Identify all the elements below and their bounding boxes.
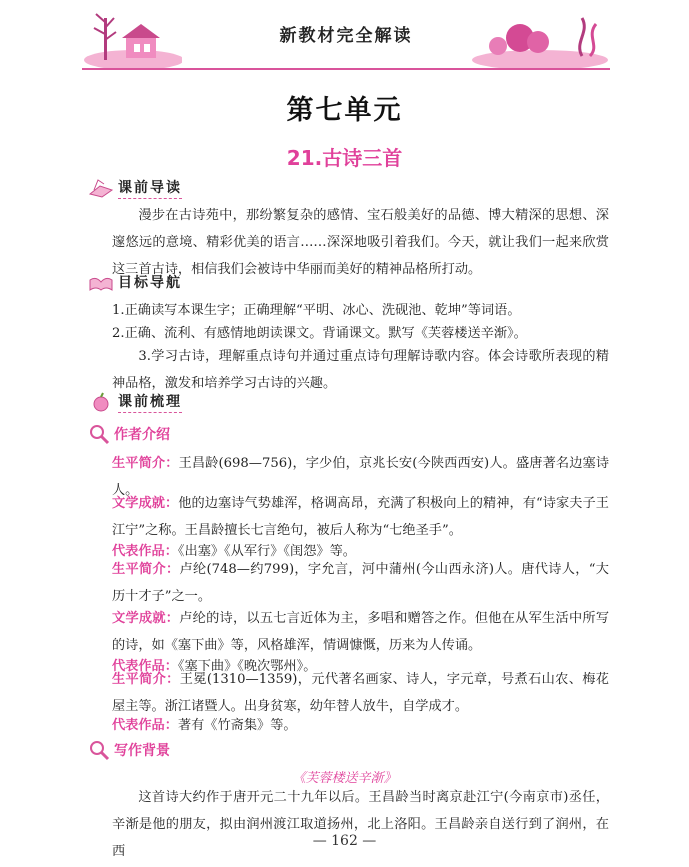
author-entry: 文学成就：他的边塞诗气势雄浑，格调高昂，充满了积极向上的精神，有“诗家夫子王江宁”之称。王昌龄擅长七言绝句，被后人称为“七绝圣手”。 <box>112 496 609 538</box>
subsection-author-intro <box>88 422 170 446</box>
author-entry: 代表作品：《出塞》《从军行》《闺怨》等。 <box>112 544 356 559</box>
subsection-label: 写作背景 <box>114 743 170 759</box>
section-preview-guide <box>88 176 182 200</box>
lesson-title: 21.古诗三首 <box>286 146 403 170</box>
magnifier-icon <box>88 423 110 445</box>
subsection-background <box>88 738 170 762</box>
book-icon <box>88 178 114 198</box>
section-goals <box>88 270 182 294</box>
author-entry: 代表作品：著有《竹斋集》等。 <box>112 718 297 733</box>
section-label: 课前导读 <box>118 177 182 199</box>
apple-icon <box>88 392 114 412</box>
section-label: 课前梳理 <box>118 391 182 413</box>
open-book-icon <box>88 272 114 292</box>
unit-title: 第七单元 <box>286 95 403 126</box>
goal-item: 3.学习古诗，理解重点诗句并通过重点诗句理解诗歌内容。体会诗歌所表现的精神品格，激发和培养学习古诗的兴趣。 <box>112 349 609 391</box>
goal-item: 1.正确读写本课生字；正确理解“平明、冰心、洗砚池、乾坤”等词语。 <box>112 303 521 318</box>
preview-guide-text: 漫步在古诗苑中，那纷繁复杂的感情、宝石般美好的品德、博大精深的思想、深邃悠远的意境、精彩优美的语言……深深地吸引着我们。今天，就让我们一起来欣赏这三首古诗，相信我们会被诗中华丽而美好的精神品格所打动。 <box>112 208 609 277</box>
author-entry: 文学成就：卢纶的诗，以五七言近体为主，多唱和赠答之作。但他在从军生活中所写的诗，如《塞下曲》等，风格雄浑，情调慷慨，历来为人传诵。 <box>112 611 610 653</box>
magnifier-icon <box>88 739 110 761</box>
header-rule <box>82 68 610 70</box>
section-label: 目标导航 <box>118 274 182 291</box>
author-entry: 生平简介：王冕(1310—1359)，元代著名画家、诗人，字元章，号煮石山农、梅花屋主等。浙江诸暨人。出身贫寒，幼年替人放牛，自学成才。 <box>112 672 609 714</box>
author-entry: 生平简介：王昌龄(698—756)，字少伯，京兆长安(今陕西西安)人。盛唐著名边塞诗人。 <box>112 456 610 498</box>
author-entry: 代表作品：《塞下曲》《晚次鄂州》。 <box>112 659 317 674</box>
header-banner <box>82 12 610 70</box>
poem-title: 《芙蓉楼送辛渐》 <box>292 771 397 786</box>
header-title: 新教材完全解读 <box>279 26 413 46</box>
author-entry: 生平简介：卢纶(748—约799)，字允言，河中蒲州(今山西永济)人。唐代诗人，“大历十才子”之一。 <box>112 562 609 604</box>
goal-item: 2.正确、流利、有感情地朗读课文。背诵课文。默写《芙蓉楼送辛渐》。 <box>112 326 527 341</box>
page-number: — 162 — <box>312 833 377 849</box>
right-decoration-icon <box>470 12 610 68</box>
background-text: 这首诗大约作于唐开元二十九年以后。王昌龄当时离京赴江宁(今南京市)丞任，辛渐是他的朋友，拟由润州渡江取道扬州，北上洛阳。王昌龄亲自送行到了润州，在西 <box>112 790 609 859</box>
subsection-label: 作者介绍 <box>114 427 170 443</box>
section-review <box>88 390 182 414</box>
